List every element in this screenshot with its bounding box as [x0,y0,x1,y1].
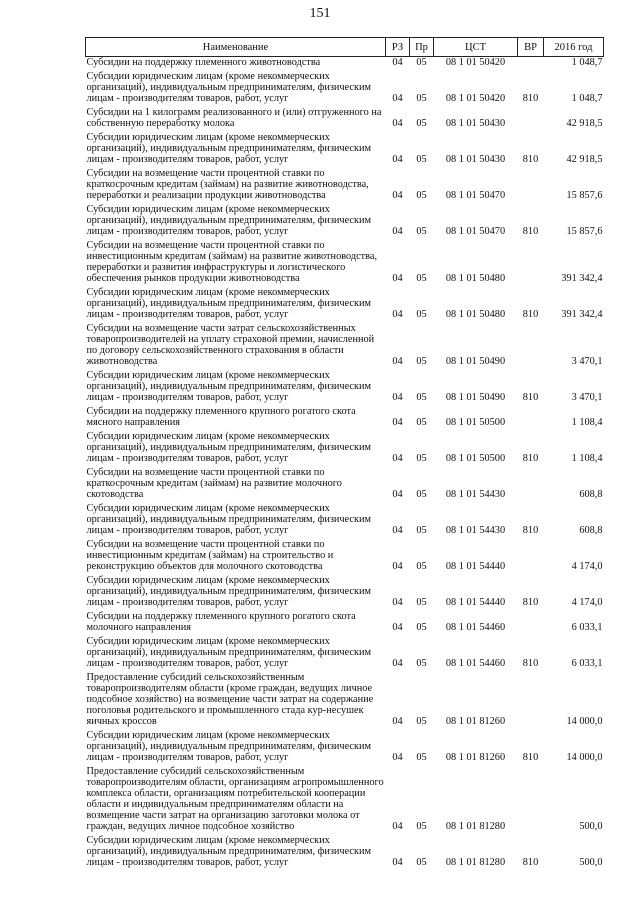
header-pr: Пр [410,38,434,57]
row-amount: 1 048,7 [571,57,603,68]
row-cst: 08 1 01 81260 [445,752,506,763]
row-cst: 08 1 01 54460 [445,658,506,669]
table-row [86,503,604,539]
row-name: Субсидии юридическим лицам (кроме некоммерческих организаций), индивидуальным предпринимателям, физическим лицам - производителям товаров, работ, услуг [86,636,372,669]
row-pr: 05 [416,417,427,428]
table-row [86,467,604,503]
header-vr: ВР [518,38,544,57]
row-pr: 05 [416,57,427,68]
row-name: Субсидии юридическим лицам (кроме некоммерческих организаций), индивидуальным предпринимателям, физическим лицам - производителям товаров, работ, услуг [86,431,372,464]
row-name: Субсидии юридическим лицам (кроме некоммерческих организаций), индивидуальным предпринимателям, физическим лицам - производителям товаров, работ, услуг [86,503,372,536]
row-rz: 04 [392,154,403,165]
row-cst: 08 1 01 81280 [445,857,506,868]
row-amount: 4 174,0 [571,597,603,608]
row-rz: 04 [392,453,403,464]
table-row [86,730,604,766]
table-row [86,204,604,240]
row-name: Субсидии на поддержку племенного крупного рогатого скота молочного направления [86,611,356,633]
header-name: Наименование [86,38,386,57]
row-pr: 05 [416,392,427,403]
row-name: Предоставление субсидий сельскохозяйственным товаропроизводителям области (кроме граждан, ведущих личное подсобное хозяйство) на возмещение части затрат на содержание поголовья родительского и промышленного стада кур-несушек яичных кроссов [86,672,374,727]
row-vr: 810 [522,658,539,669]
row-rz: 04 [392,597,403,608]
row-cst: 08 1 01 50490 [445,392,506,403]
row-cst: 08 1 01 81260 [445,716,506,727]
header-cst: ЦСТ [434,38,518,57]
row-vr: 810 [522,93,539,104]
row-vr [518,539,544,575]
row-amount: 1 048,7 [571,93,603,104]
row-rz: 04 [392,622,403,633]
row-pr: 05 [416,658,427,669]
row-amount: 6 033,1 [571,622,603,633]
row-amount: 391 342,4 [561,309,603,320]
row-vr: 810 [522,154,539,165]
row-name: Субсидии юридическим лицам (кроме некоммерческих организаций), индивидуальным предпринимателям, физическим лицам - производителям товаров, работ, услуг [86,204,372,237]
row-cst: 08 1 01 50490 [445,356,506,367]
row-pr: 05 [416,622,427,633]
row-name: Субсидии юридическим лицам (кроме некоммерческих организаций), индивидуальным предпринимателям, физическим лицам - производителям товаров, работ, услуг [86,71,372,104]
table-row [86,539,604,575]
row-pr: 05 [416,190,427,201]
row-name: Субсидии на возмещение части затрат сельскохозяйственных товаропроизводителей на уплату страховой премии, начисленной по договору сельскохозяйственного страхования в области животноводства [86,323,375,367]
row-name: Субсидии юридическим лицам (кроме некоммерческих организаций), индивидуальным предпринимателям, физическим лицам - производителям товаров, работ, услуг [86,730,372,763]
row-vr: 810 [522,309,539,320]
row-amount: 15 857,6 [566,226,603,237]
row-vr [518,766,544,835]
row-vr: 810 [522,525,539,536]
row-rz: 04 [392,309,403,320]
row-name: Субсидии юридическим лицам (кроме некоммерческих организаций), индивидуальным предпринимателям, физическим лицам - производителям товаров, работ, услуг [86,835,372,868]
row-vr: 810 [522,857,539,868]
table-row [86,406,604,431]
table-row [86,766,604,835]
row-name: Субсидии на возмещение части процентной ставки по инвестиционным кредитам (займам) на строительство и реконструкцию объектов для молочного скотоводства [86,539,334,572]
row-amount: 3 470,1 [571,392,603,403]
row-vr [518,240,544,287]
row-cst: 08 1 01 50470 [445,226,506,237]
row-vr [518,467,544,503]
budget-table [85,37,604,871]
row-amount: 1 108,4 [571,417,603,428]
row-amount: 3 470,1 [571,356,603,367]
page-number: 151 [309,6,331,21]
row-amount: 15 857,6 [566,190,603,201]
row-vr [518,107,544,132]
row-pr: 05 [416,489,427,500]
row-name: Субсидии на возмещение части процентной ставки по краткосрочным кредитам (займам) на развитие молочного скотоводства [86,467,342,500]
row-cst: 08 1 01 50500 [445,417,506,428]
table-row [86,431,604,467]
row-rz: 04 [392,489,403,500]
row-amount: 391 342,4 [561,273,603,284]
row-name: Субсидии на поддержку племенного животноводства [86,57,321,68]
row-cst: 08 1 01 54430 [445,525,506,536]
row-rz: 04 [392,658,403,669]
row-name: Субсидии юридическим лицам (кроме некоммерческих организаций), индивидуальным предпринимателям, физическим лицам - производителям товаров, работ, услуг [86,132,372,165]
row-rz: 04 [392,857,403,868]
table-row [86,323,604,370]
row-rz: 04 [392,57,403,68]
row-name: Субсидии юридическим лицам (кроме некоммерческих организаций), индивидуальным предпринимателям, физическим лицам - производителям товаров, работ, услуг [86,287,372,320]
row-amount: 608,8 [579,525,603,536]
row-name: Субсидии на возмещение части процентной ставки по краткосрочным кредитам (займам) на развитие животноводства, переработки и реализации продукции животноводства [86,168,369,201]
row-name: Субсидии на 1 килограмм реализованного и (или) отгруженного на собственную переработку молока [86,107,382,129]
row-pr: 05 [416,309,427,320]
row-rz: 04 [392,752,403,763]
table-row [86,287,604,323]
row-pr: 05 [416,93,427,104]
row-vr [518,168,544,204]
row-pr: 05 [416,752,427,763]
row-cst: 08 1 01 50430 [445,118,506,129]
table-row [86,107,604,132]
row-name: Субсидии юридическим лицам (кроме некоммерческих организаций), индивидуальным предпринимателям, физическим лицам - производителям товаров, работ, услуг [86,370,372,403]
row-rz: 04 [392,392,403,403]
table-row [86,835,604,871]
table-row [86,240,604,287]
row-rz: 04 [392,226,403,237]
table-row [86,370,604,406]
row-pr: 05 [416,561,427,572]
row-cst: 08 1 01 54440 [445,597,506,608]
row-vr: 810 [522,453,539,464]
row-rz: 04 [392,118,403,129]
row-pr: 05 [416,226,427,237]
row-cst: 08 1 01 50470 [445,190,506,201]
row-cst: 08 1 01 50480 [445,309,506,320]
row-amount: 6 033,1 [571,658,603,669]
row-vr [518,406,544,431]
table-row [86,71,604,107]
row-pr: 05 [416,525,427,536]
row-pr: 05 [416,154,427,165]
row-rz: 04 [392,417,403,428]
row-cst: 08 1 01 50430 [445,154,506,165]
row-pr: 05 [416,356,427,367]
row-cst: 08 1 01 54430 [445,489,506,500]
table-row [86,57,604,72]
row-cst: 08 1 01 50420 [445,57,506,68]
header-rz: РЗ [386,38,410,57]
row-cst: 08 1 01 54440 [445,561,506,572]
row-name: Субсидии на возмещение части процентной ставки по инвестиционным кредитам (займам) на развитие животноводства, переработки и развития инфраструктуры и логистического обеспечения рынков продукции животноводства [86,240,378,284]
row-pr: 05 [416,453,427,464]
row-pr: 05 [416,118,427,129]
row-cst: 08 1 01 81280 [445,821,506,832]
row-vr: 810 [522,752,539,763]
row-amount: 4 174,0 [571,561,603,572]
row-vr [518,57,544,72]
row-cst: 08 1 01 50500 [445,453,506,464]
row-amount: 1 108,4 [571,453,603,464]
row-rz: 04 [392,525,403,536]
row-pr: 05 [416,857,427,868]
table-row [86,611,604,636]
table-header-row [86,38,604,57]
row-cst: 08 1 01 54460 [445,622,506,633]
row-vr: 810 [522,226,539,237]
row-amount: 14 000,0 [566,752,603,763]
row-amount: 500,0 [579,821,603,832]
row-pr: 05 [416,716,427,727]
row-rz: 04 [392,190,403,201]
row-rz: 04 [392,561,403,572]
row-rz: 04 [392,716,403,727]
row-rz: 04 [392,356,403,367]
header-year: 2016 год [544,38,604,57]
row-pr: 05 [416,821,427,832]
row-vr [518,611,544,636]
row-name: Субсидии юридическим лицам (кроме некоммерческих организаций), индивидуальным предпринимателям, физическим лицам - производителям товаров, работ, услуг [86,575,372,608]
row-cst: 08 1 01 50480 [445,273,506,284]
table-row [86,575,604,611]
row-amount: 608,8 [579,489,603,500]
table-row [86,168,604,204]
table-row [86,636,604,672]
table-row [86,132,604,168]
row-amount: 14 000,0 [566,716,603,727]
row-vr [518,323,544,370]
row-rz: 04 [392,821,403,832]
row-rz: 04 [392,273,403,284]
row-vr: 810 [522,392,539,403]
row-rz: 04 [392,93,403,104]
row-name: Субсидии на поддержку племенного крупного рогатого скота мясного направления [86,406,356,428]
row-amount: 42 918,5 [566,118,603,129]
row-vr [518,672,544,730]
row-pr: 05 [416,273,427,284]
row-pr: 05 [416,597,427,608]
table-row [86,672,604,730]
row-name: Предоставление субсидий сельскохозяйственным товаропроизводителям области, организациям агропромышленного комплекса области, организациям потребительской кооперации области и индивидуальным предпринимателям области на возмещение части затрат на организацию заготовки молока от граждан, ведущих личное подсобное хозяйство [86,766,384,832]
row-cst: 08 1 01 50420 [445,93,506,104]
row-amount: 42 918,5 [566,154,603,165]
row-vr: 810 [522,597,539,608]
row-amount: 500,0 [579,857,603,868]
